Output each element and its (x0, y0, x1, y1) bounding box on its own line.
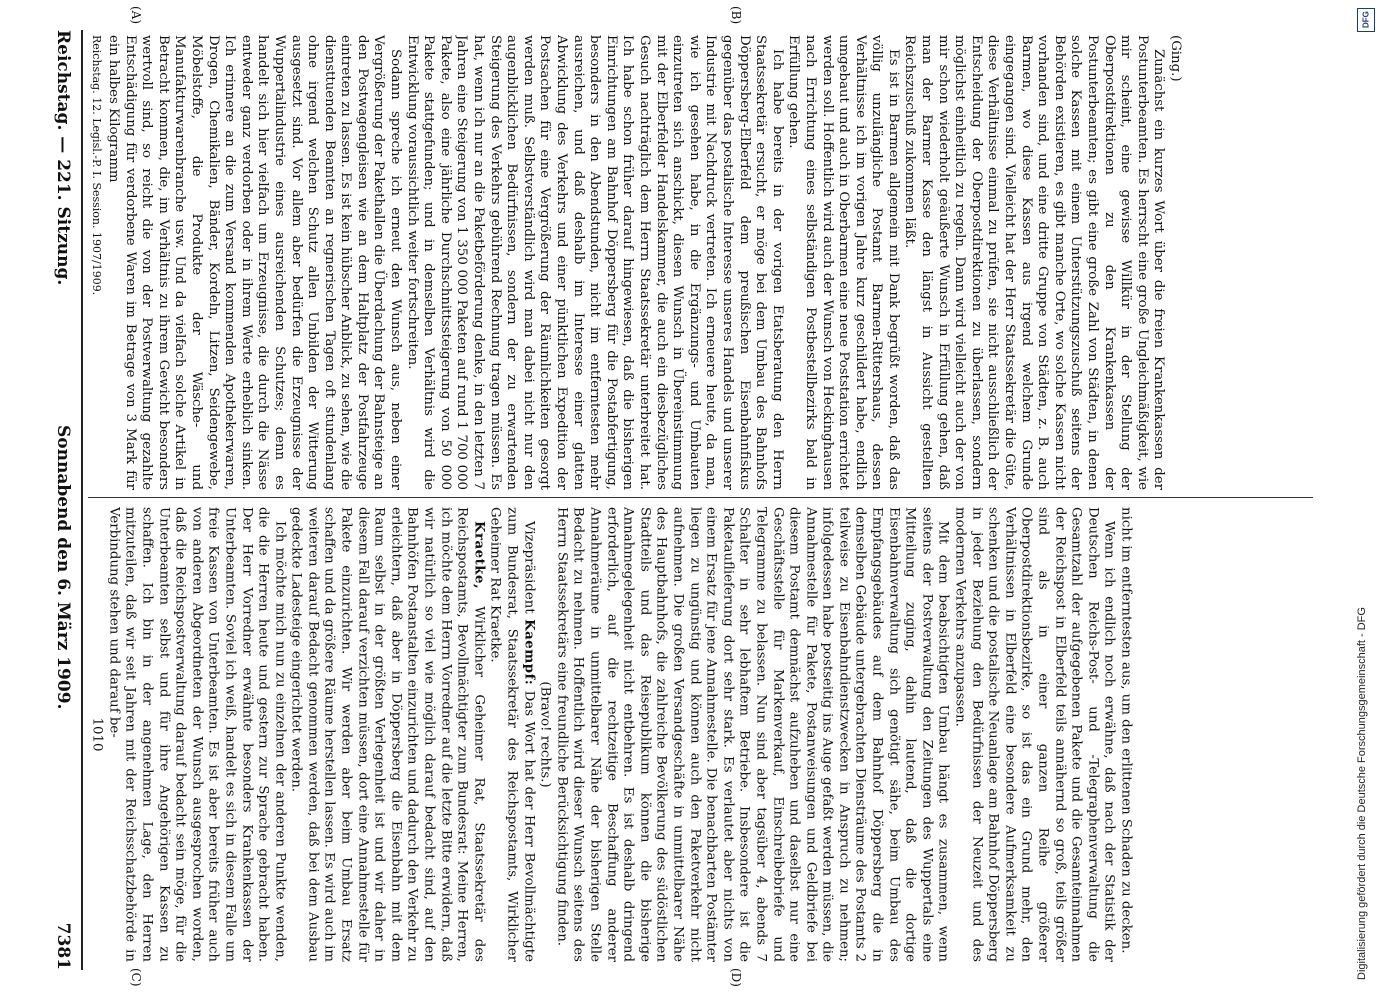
left-column (88, 35, 1308, 490)
column-divider (88, 497, 1313, 498)
header-left: Reichstag. — 221. Sitzung. (53, 30, 73, 286)
dfg-logo-text: DFG (1357, 8, 1375, 32)
paragraph: Sodann spreche ich erneut den Wunsch aus, neben einer Vergrößerung der Pakethallen die Überdachung der Bahnsteige an den Postwagengleisen wie an dem Haltplatz der Postfahrzeuge eintreten zu lassen. Es ist kein hübscher Anblick, zu sehen, wie die diensttuenden Beamten an regnerischen Tagen oft stundenlang ohne irgend welchen Schutz allen Unbilden der Witterung ausgesetzt sind. Vor allem aber bedürfen die Erzeugnisse der Wuppertalindustrie eines ausreichenden Schutzes; denn es handelt sich hier vielfach um Erzeugnisse, die durch die Nässe entweder ganz verdorben oder in ihrem Werte erheblich sinken. Ich erinnere an die zum Versand kommenden Apothekerwaren, Drogen, Chemikalien, Bänder, Kordeln, Litzen, Seidengewebe, Möbelstoffe, die Produkte der Wäsche- und Manufakturwarenbranche usw. Und da vielfach solche Artikel in Betracht kommen, die, im Verhältnis zu ihrem Gewicht besonders wertvoll sind, so reicht die von der Postverwaltung gezahlte Entschädigung für verdorbene Waren im Betrage von 3 Mark für ein halbes Kilogramm (106, 35, 404, 490)
paragraph: Zunächst ein kurzes Wort über die freien Krankenkassen der Postunterbeamten. Es herrscht eine große Ungleichmäßigkeit, wie mir scheint, eine gewisse Willkür in der Stellung der Oberpostdirektionen zu den Krankenkassen der Postunterbeamten; es gibt eine große Zahl von Städten, in denen solche Kassen mit einem Unterstützungszuschuß seitens der Behörden existieren, es gibt manche Orte, wo solche Kassen nicht vorhanden sind, und eine dritte Gruppe von Städten, z. B. auch Barmen, wo diese Kassen aus irgend welchem Grunde eingegangen sind. Vielleicht hat der Herr Staatssekretär die Güte, diese Verhältnisse einmal zu prüfen, sie nicht ausschließlich der Entscheidung der Oberpostdirektionen zu überlassen, sondern möglichst einheitlich zu regeln. Dann wird vielleicht auch der von mir schon wiederholt geäußerte Wunsch in Erfüllung gehen, daß man der Barmer Kasse den längst in Aussicht gestellten Reichszuschuß zukommen läßt. (902, 35, 1167, 490)
paragraph: Ich habe bereits in der vorigen Etatsberatung den Herrn Staatssekretär ersucht, er möge bei dem Umbau des Bahnhofs Döppersberg-Elberfeld dem preußischen Eisenbahnfiskus gegenüber das postalische Interesse unseres Handels und unserer Industrie mit Nachdruck vertreten. Ich erneuere heute, da man, wie ich gesehen habe, in die Ergänzungs- und Umbauten einzutreten sich anschickt, diesen Wunsch in Übereinstimmung mit der Elberfelder Handelskammer, die auch ein diesbezügliches Gesuch nachträglich dem Herrn Staatssekretär unterbreitet hat. Ich habe schon früher darauf hingewiesen, daß die bisherigen Einrichtungen am Bahnhof Döppersberg für die Postabfertigung, besonders in den Abendstunden, nicht im entferntesten mehr ausreichen, und daß deshalb im Interesse einer glatten Abwicklung des Verkehrs und einer pünktlichen Expedition der Postsachen für eine Vergrößerung der Räumlichkeiten gesorgt werden muß. Selbstverständlich wird man dabei nicht nur den augenblicklichen Bedürfnissen, sondern der zu erwartenden Steigerung des Verkehrs gebührend Rechnung tragen müssen. Es hat, wenn ich nur an die Paketbeförderung denke, in den letzten 7 Jahren eine Steigerung von 1 350 000 Paketen auf rund 1 700 000 Pakete, also eine jährliche Durchschnittssteigerung von 50 000 Pakete stattgefunden; und in demselben Verhältnis wird die Entwicklung voraussichtlich weiter fortschreiten. (404, 35, 785, 490)
president-text: Das Wort hat der Herr Bevollmächtigte zum Bundesrat, Staatssekretär des Reichspostamts, Wirklicher Geheimer Rat Kraetke. (487, 507, 537, 962)
applause: (Bravo! rechts.) (537, 681, 553, 788)
running-header (49, 30, 73, 970)
reply-text: Wirklicher Geheimer Rat, Staatssekretär des Reichspostamts, Bevollmächtigter zum Bundesrat: Meine Herren, ich möchte dem Herrn Vorredner auf die letzte Bitte erwidern, daß wir natürlich so viel wie möglich darauf bedacht sind, auf den Bahnhöfen Postanstalten einzurichten und dadurch den Verkehr zu erleichtern, daß aber in Döppersberg die Eisenbahn mit dem Raum selbst in der größten Verlegenheit ist und wir daher in diesem Fall darauf verzichten müssen, dort eine Annahmestelle für Pakete einzurichten. Wir werden aber beim Umbau Ersatz schaffen und da größere Räume herstellen lassen. Es wird auch im weiteren darauf Bedacht genommen werden, daß bei dem Ausbau gedeckte Ladesteige eingerichtet werden. (288, 507, 487, 962)
president-title: Vizepräsident (521, 521, 537, 614)
margin-mark-c: (C) (129, 968, 143, 987)
dfg-credit: Digitalisierung gefördert durch die Deutsche Forschungsgemeinschaft - DFG (1356, 607, 1368, 980)
paragraph: Es ist in Barmen allgemein mit Dank begrüßt worden, daß das völlig unzulängliche Postamt Barmen-Rittershaus, dessen Verhältnisse ich im vorigen Jahre kurz geschildert habe, endlich umgebaut und auch in Oberbarmen eine neue Poststation errichtet werden soll. Hoffentlich wird auch der Wunsch von Heckinghausen nach Errichtung eines selbständigen Postbestellbezirks bald in Erfüllung gehen. (786, 35, 902, 490)
page-number: 7381 (53, 922, 73, 970)
dfg-logo (1357, 8, 1375, 32)
president-speech (486, 507, 536, 962)
margin-mark-d: (D) (729, 968, 743, 987)
paragraph: nicht im entferntesten aus, um den erlittenen Schaden zu decken. (1118, 507, 1134, 954)
margin-mark-b: (B) (729, 6, 743, 25)
header-rule (81, 30, 83, 970)
president-name: Kaempf: (521, 619, 537, 686)
paragraph: Mit dem beabsichtigten Umbau hängt es zusammen, wenn seitens der Postverwaltung den Zeitungen des Wuppertals eine Mitteilung zuging, dahin lautend, daß die dortige Eisenbahnverwaltung sich genötigt sähe, beim Umbau des Empfangsgebäudes auf dem Bahnhof Döppersberg die in demselben Gebäude untergebrachten Diensträume des Postamts 2 teilweise zu Eisenbahndienstzwecken in Anspruch zu nehmen; infolgedessen habe postseitig ins Auge gefaßt werden müssen, die Annahmestelle für Pakete, Postanweisungen und Geldbriefe bei diesem Postamt demnächst aufzuheben und daselbst nur eine Geschäftsstelle für Markenverkauf, Einschreibebriefe und Telegramme zu belassen. Nun sind aber tagsüber 4, abends 7 Schalter in sehr lebhaftem Betriebe. Insbesondere ist die Paketauflieferung dort sehr stark. Es verlautet aber nichts von einem Ersatz für jene Annahmestelle. Die benachbarten Postämter liegen zu ungünstig und können auch den Paketverkehr nicht aufnehmen. Die großen Versandgeschäfte in unmittelbarer Nähe des Hauptbahnhofs, die zahlreiche Bevölkerung des südöstlichen Stadtteils und das Reisepublikum können die bisherige Annahmegelegenheit nicht entbehren. Es ist deshalb dringend erforderlich, auf die rechtzeitige Beschaffung anderer Annahmeräume in unmittelbarer Nähe der bisherigen Stelle Bedacht zu nehmen. Hoffentlich wird dieser Wunsch seitens des Herrn Staatssekretärs eine freundliche Berücksichtigung finden. (554, 507, 951, 962)
continued-marker: (Ging.) (1168, 35, 1184, 82)
right-column (88, 507, 1308, 962)
margin-mark-a: (A) (129, 6, 143, 25)
page-footer: Reichstag. 12. Legisl.-P. I. Session. 1907/1909. (90, 35, 104, 296)
header-date: Sonnabend den 6. März 1909. (53, 425, 73, 710)
paragraph: Wenn ich endlich noch erwähne, daß nach der Statistik der Deutschen Reichs-Post- und -Telegraphenverwaltung die Gesamtzahl der aufgegebenen Pakete und die Gesamteinnahmen der Reichspost in Elberfeld teils annähernd so groß, teils größer sind als in einer ganzen Reihe größerer Oberpostdirektionsbezirke, so ist das ein Grund mehr, den Verhältnissen in Elberfeld eine besondere Aufmerksamkeit zu schenken und die postalische Neuanlage am Bahnhof Döppersberg in jeder Beziehung den Bedürfnissen der Neuzeit und des modernen Verkehrs anzupassen. (952, 507, 1117, 962)
paragraph: Ich möchte mich nun zu einzelnen der anderen Punkte wenden, die die Herren heute und gestern zur Sprache gebracht haben. Der Herr Vorredner erwähnte besonders Krankenkassen der Unterbeamten. Soviel ich weiß, handelt es sich in diesem Falle um freie Kassen von Unterbeamten. Es ist aber bereits früher auch von anderen Abgeordneten der Wunsch ausgesprochen worden, daß die Reichspostverwaltung darauf bedacht sein möge, für die Unterbeamten selbst und für ihre Angehörigen Kassen zu schaffen. Ich bin in der angenehmen Lage, den Herren mitzuteilen, daß wir seit Jahren mit der Reichsschatzbehörde in Verbindung stehen und darauf be- (106, 507, 288, 962)
reply-speech (287, 507, 486, 962)
reply-speaker: Kraetke, (471, 521, 487, 590)
signature-number: 1010 (89, 717, 105, 752)
